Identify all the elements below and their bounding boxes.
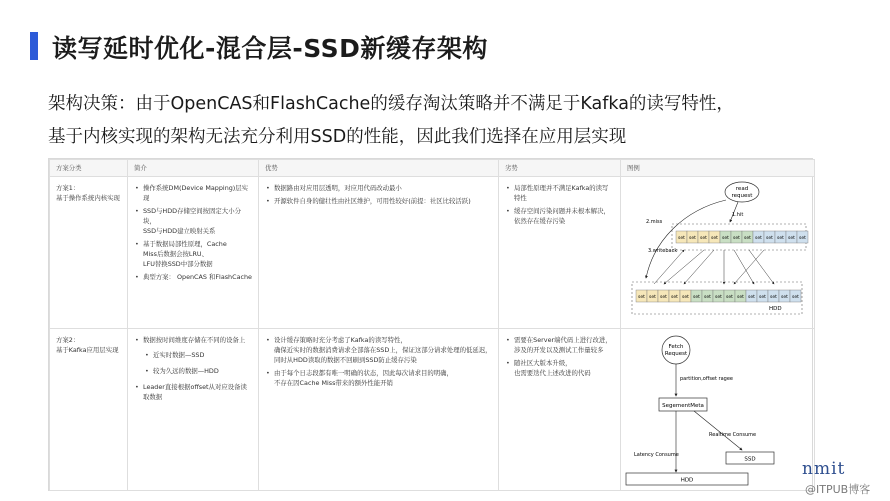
set-block-label: set bbox=[638, 295, 645, 300]
list-item: • 由于每个日志段都有唯一明确的状态，因此每次请求目的明确， 不存在因Cache Miss带来的额外性能开销 bbox=[265, 368, 492, 388]
intro-line-2: 基于内核实现的架构无法充分利用SSD的性能，因此我们选择在应用层实现 bbox=[48, 127, 627, 147]
set-block-label: set bbox=[682, 295, 689, 300]
set-block-label: set bbox=[781, 295, 788, 300]
set-block-label: set bbox=[671, 295, 678, 300]
fetch-request-label-2: Request bbox=[664, 351, 688, 357]
list-item: • 典型方案： OpenCAS 和FlashCache bbox=[134, 272, 252, 282]
partition-offset-label: partition,offset ragee bbox=[680, 376, 733, 382]
case-1-name: 方案1： 基于操作系统内核实现 bbox=[56, 184, 120, 202]
ssd-sets bbox=[676, 231, 808, 243]
read-request-label-1: read bbox=[735, 186, 749, 192]
set-block-label: set bbox=[704, 295, 711, 300]
header-intro: 简介 bbox=[128, 160, 259, 177]
header-category: 方案分类 bbox=[50, 160, 128, 177]
case-1-name-cell bbox=[50, 177, 128, 329]
set-block-label: set bbox=[678, 236, 685, 241]
watermark: @ITPUB博客 bbox=[805, 483, 871, 496]
list-item: • 需要在Server端代码上进行改进， 涉及的开发以及测试工作量较多 bbox=[505, 335, 614, 355]
set-block-label: set bbox=[726, 295, 733, 300]
table-row bbox=[50, 177, 815, 329]
hdd-sets bbox=[636, 290, 801, 302]
hdd-label: HDD bbox=[769, 306, 782, 312]
case-2-pros-cell bbox=[259, 329, 499, 491]
list-item: • 随社区大版本升级， 也需要迭代上述改进的代码 bbox=[505, 358, 614, 378]
set-block-label: set bbox=[792, 295, 799, 300]
app-layer-diagram bbox=[624, 332, 810, 487]
slide-title: 读写延时优化-混合层-SSD新缓存架构 bbox=[52, 34, 488, 63]
realtime-arrow bbox=[694, 411, 742, 450]
list-item: • Leader直接根据offset从对应设备读取数据 bbox=[134, 382, 252, 402]
case-1-pros-cell bbox=[259, 177, 499, 329]
case-1-diagram-cell bbox=[621, 177, 815, 329]
mapping-arrows bbox=[654, 250, 774, 284]
brand-logo-text: nmit bbox=[802, 459, 846, 479]
latency-label: Latency Consume bbox=[634, 452, 679, 458]
set-block-label: set bbox=[755, 236, 762, 241]
list-item: • 数据按时间维度存储在不同的设备上 bbox=[134, 335, 252, 345]
set-block-label: set bbox=[733, 236, 740, 241]
header-diagram: 图例 bbox=[621, 160, 815, 177]
writeback-label: 3.writeback bbox=[648, 248, 678, 254]
case-2-name: 方案2： 基于Kafka应用层实现 bbox=[56, 336, 119, 354]
fetch-request-node bbox=[662, 336, 690, 364]
case-2-name-cell bbox=[50, 329, 128, 491]
kernel-cache-diagram bbox=[624, 180, 810, 322]
fetch-request-label-1: Fetch bbox=[668, 344, 684, 350]
list-item: • 局部性原理并不满足Kafka的读写特性 bbox=[505, 183, 614, 203]
case-1-intro-cell bbox=[128, 177, 259, 329]
set-block-label: set bbox=[799, 236, 806, 241]
header-cons: 劣势 bbox=[499, 160, 621, 177]
set-block-label: set bbox=[777, 236, 784, 241]
read-request-node bbox=[725, 182, 759, 202]
set-block-label: set bbox=[715, 295, 722, 300]
list-item: • 数据路由对应用层透明，对应用代码改动最小 bbox=[265, 183, 492, 193]
comparison-table bbox=[48, 158, 813, 491]
set-block-label: set bbox=[766, 236, 773, 241]
set-block-label: set bbox=[689, 236, 696, 241]
set-block-label: set bbox=[759, 295, 766, 300]
title-accent-bar bbox=[30, 32, 38, 60]
table-header-row bbox=[50, 160, 815, 177]
list-item: • 缓存空间污染问题并未根本解决， 依然存在缓存污染 bbox=[505, 206, 614, 226]
set-block-label: set bbox=[788, 236, 795, 241]
set-block-label: set bbox=[744, 236, 751, 241]
list-item: • 基于数据局部性原理，Cache Miss后数据会按LRU、 LFU替换SSD中部分数据 bbox=[134, 239, 252, 269]
set-block-label: set bbox=[700, 236, 707, 241]
case-2-intro-cell bbox=[128, 329, 259, 491]
list-item: • 较为久远的数据—HDD bbox=[144, 366, 252, 376]
list-item: • 操作系统DM(Device Mapping)层实现 bbox=[134, 183, 252, 203]
set-block-label: set bbox=[722, 236, 729, 241]
set-block-label: set bbox=[649, 295, 656, 300]
realtime-label: Realtime Consume bbox=[709, 432, 757, 438]
set-block-label: set bbox=[711, 236, 718, 241]
segment-meta-label: SegementMeta bbox=[662, 403, 704, 409]
set-block-label: set bbox=[693, 295, 700, 300]
miss-label: 2.miss bbox=[646, 219, 663, 225]
set-block-label: set bbox=[770, 295, 777, 300]
list-item: • 开源软件自身的健壮性由社区维护，可用性较好(前提：社区比较活跃) bbox=[265, 196, 492, 206]
hdd-box-label: HDD bbox=[680, 477, 694, 484]
set-block-label: set bbox=[660, 295, 667, 300]
header-pros: 优势 bbox=[259, 160, 499, 177]
ssd-label: SSD bbox=[744, 456, 756, 463]
list-item: • 设计缓存策略时充分考虑了Kafka的读写特性， 确保近实时的数据消费请求全部落在SSD上，保证这部分请求处理的低延迟， 同时从HDD读取的数据不回刷到SSD防止缓存污染 bbox=[265, 335, 492, 365]
set-block-label: set bbox=[737, 295, 744, 300]
table-row bbox=[50, 329, 815, 491]
list-item: • SSD与HDD存储空间按固定大小分块， SSD与HDD建立映射关系 bbox=[134, 206, 252, 236]
intro-line-1: 架构决策：由于OpenCAS和FlashCache的缓存淘汰策略并不满足于Kafka的读写特性， bbox=[48, 94, 734, 114]
list-item: • 近实时数据—SSD bbox=[144, 350, 252, 360]
case-2-cons-cell bbox=[499, 329, 621, 491]
read-request-label-2: request bbox=[731, 193, 753, 199]
case-1-cons-cell bbox=[499, 177, 621, 329]
set-block-label: set bbox=[748, 295, 755, 300]
case-2-diagram-cell bbox=[621, 329, 815, 491]
hit-label: 1.hit bbox=[732, 212, 744, 218]
